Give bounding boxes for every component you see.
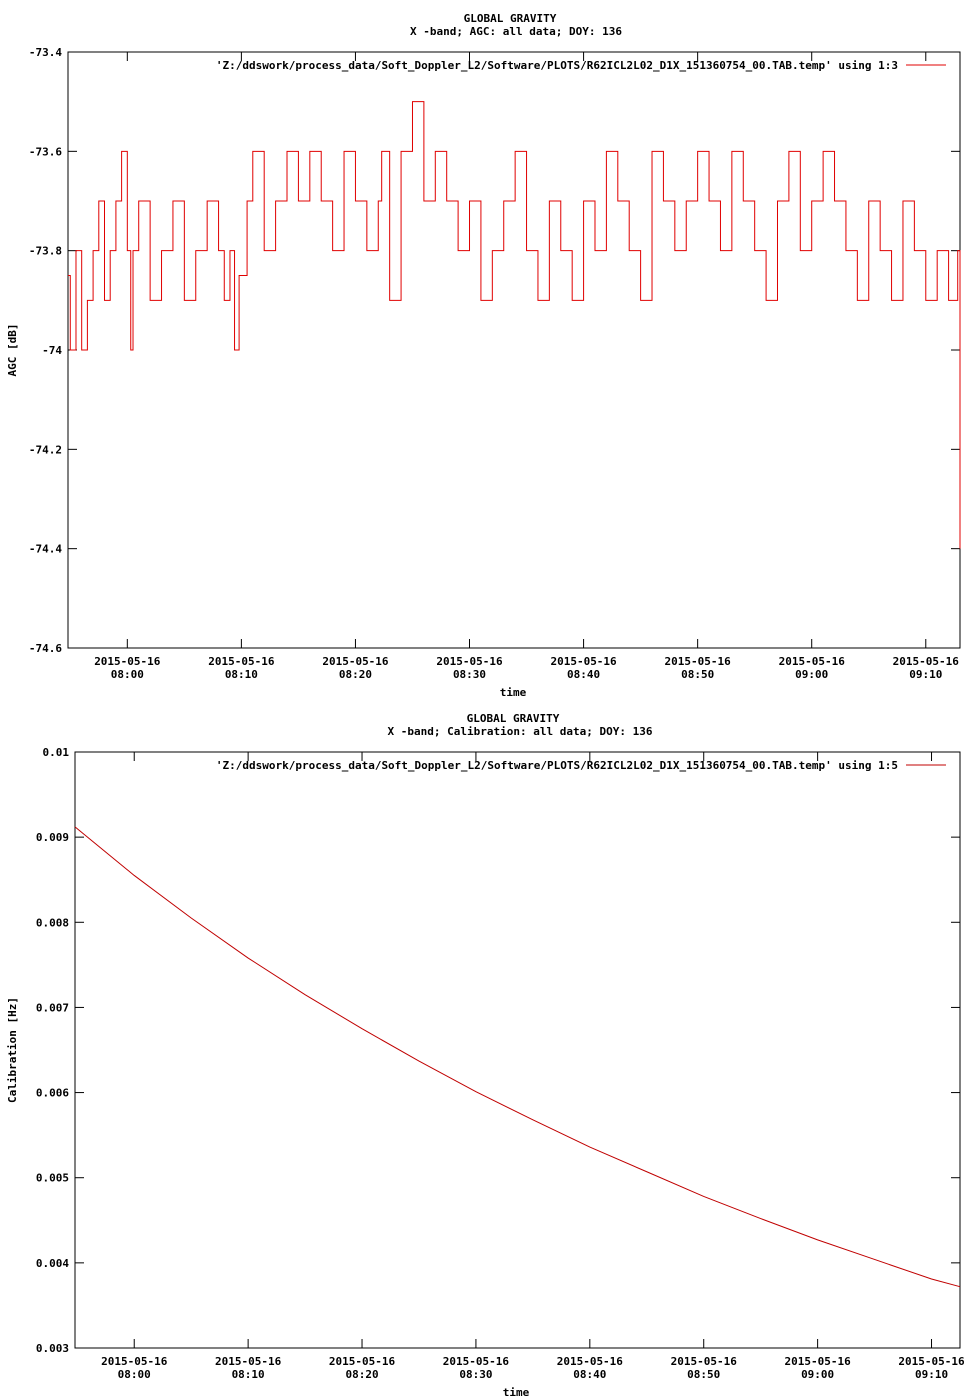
agc-ytick-label: -74.2 (28, 443, 62, 457)
calibration-xtick-date: 2015-05-16 (101, 1355, 168, 1368)
calibration-xtick-time: 09:10 (914, 1368, 949, 1381)
agc-xtick-time: 09:00 (795, 668, 829, 681)
agc-xtick-date: 2015-05-16 (208, 655, 275, 668)
calibration-ytick-label: 0.007 (35, 1001, 69, 1015)
agc-series-path (68, 102, 960, 549)
agc-ytick-label: -73.4 (28, 46, 62, 59)
calibration-xtick-time: 09:00 (801, 1368, 835, 1381)
calibration-xtick-date: 2015-05-16 (215, 1355, 282, 1368)
agc-xtick-date: 2015-05-16 (322, 655, 389, 668)
calibration-xtick-time: 08:40 (573, 1368, 607, 1381)
agc-xtick-date: 2015-05-16 (436, 655, 503, 668)
calibration-xtick-date: 2015-05-16 (784, 1355, 851, 1368)
calibration-y-axis (36, 746, 960, 1355)
calibration-legend-label: 'Z:/ddswork/process_data/Soft_Doppler_L2/Software/PLOTS/R62ICL2L02_D1X_151360754_00.TAB.temp' using 1:5 (215, 759, 898, 772)
agc-ytick-label: -74.6 (28, 642, 62, 655)
calibration-xtick-time: 08:30 (459, 1368, 493, 1381)
calibration-xtick-date: 2015-05-16 (670, 1355, 737, 1368)
calibration-xtick-time: 08:20 (345, 1368, 379, 1381)
calibration-chart-title: GLOBAL GRAVITY (466, 712, 560, 725)
agc-xtick-time: 08:10 (224, 668, 258, 681)
agc-y-axis-label: AGC [dB] (6, 323, 19, 377)
agc-legend (216, 59, 946, 72)
agc-x-axis (94, 52, 959, 681)
calibration-x-axis (101, 752, 965, 1381)
calibration-xtick-time: 08:50 (687, 1368, 721, 1381)
calibration-chart-subtitle: X -band; Calibration: all data; DOY: 136 (387, 725, 653, 738)
agc-xtick-date: 2015-05-16 (778, 655, 845, 668)
agc-chart-subtitle: X -band; AGC: all data; DOY: 136 (410, 25, 622, 38)
agc-xtick-time: 08:50 (681, 668, 715, 681)
calibration-ytick-label: 0.003 (35, 1342, 69, 1355)
agc-legend-label: 'Z:/ddswork/process_data/Soft_Doppler_L2/Software/PLOTS/R62ICL2L02_D1X_151360754_00.TAB.temp' using 1:3 (215, 59, 898, 72)
calibration-ytick-label: 0.01 (42, 746, 69, 759)
calibration-x-axis-label: time (502, 1386, 530, 1399)
calibration-ytick-label: 0.004 (35, 1256, 69, 1270)
agc-xtick-time: 08:00 (110, 668, 144, 681)
agc-ytick-label: -73.6 (28, 145, 62, 159)
agc-xtick-time: 08:40 (567, 668, 601, 681)
calibration-series-line (75, 827, 960, 1287)
agc-y-axis (29, 46, 960, 655)
agc-x-axis-label: time (499, 686, 527, 699)
calibration-xtick-date: 2015-05-16 (898, 1355, 965, 1368)
agc-series-line (68, 102, 960, 549)
agc-xtick-time: 08:30 (452, 668, 487, 681)
calibration-ytick-label: 0.008 (35, 916, 69, 930)
calibration-y-axis-label: Calibration [Hz] (6, 997, 19, 1103)
agc-xtick-date: 2015-05-16 (664, 655, 731, 668)
agc-ytick-label: -74 (42, 344, 62, 357)
agc-xtick-date: 2015-05-16 (550, 655, 617, 668)
calibration-xtick-date: 2015-05-16 (556, 1355, 623, 1368)
agc-xtick-date: 2015-05-16 (94, 655, 161, 668)
agc-plot-frame (68, 52, 960, 648)
calibration-xtick-date: 2015-05-16 (442, 1355, 510, 1368)
agc-chart-title: GLOBAL GRAVITY (463, 12, 557, 25)
agc-ytick-label: -74.4 (28, 542, 62, 556)
calibration-legend (216, 759, 946, 772)
calibration-ytick-label: 0.006 (35, 1086, 69, 1100)
calibration-ytick-label: 0.005 (35, 1171, 69, 1185)
calibration-series-path (75, 827, 960, 1287)
agc-xtick-time: 09:10 (909, 668, 943, 681)
calibration-plot-frame (75, 752, 960, 1348)
agc-ytick-label: -73.8 (28, 244, 62, 258)
calibration-xtick-time: 08:00 (117, 1368, 151, 1381)
agc-chart (6, 12, 960, 699)
agc-xtick-time: 08:20 (338, 668, 373, 681)
calibration-chart (6, 712, 965, 1399)
agc-xtick-date: 2015-05-16 (892, 655, 959, 668)
calibration-xtick-date: 2015-05-16 (328, 1355, 396, 1368)
calibration-ytick-label: 0.009 (35, 831, 69, 845)
calibration-xtick-time: 08:10 (231, 1368, 265, 1381)
